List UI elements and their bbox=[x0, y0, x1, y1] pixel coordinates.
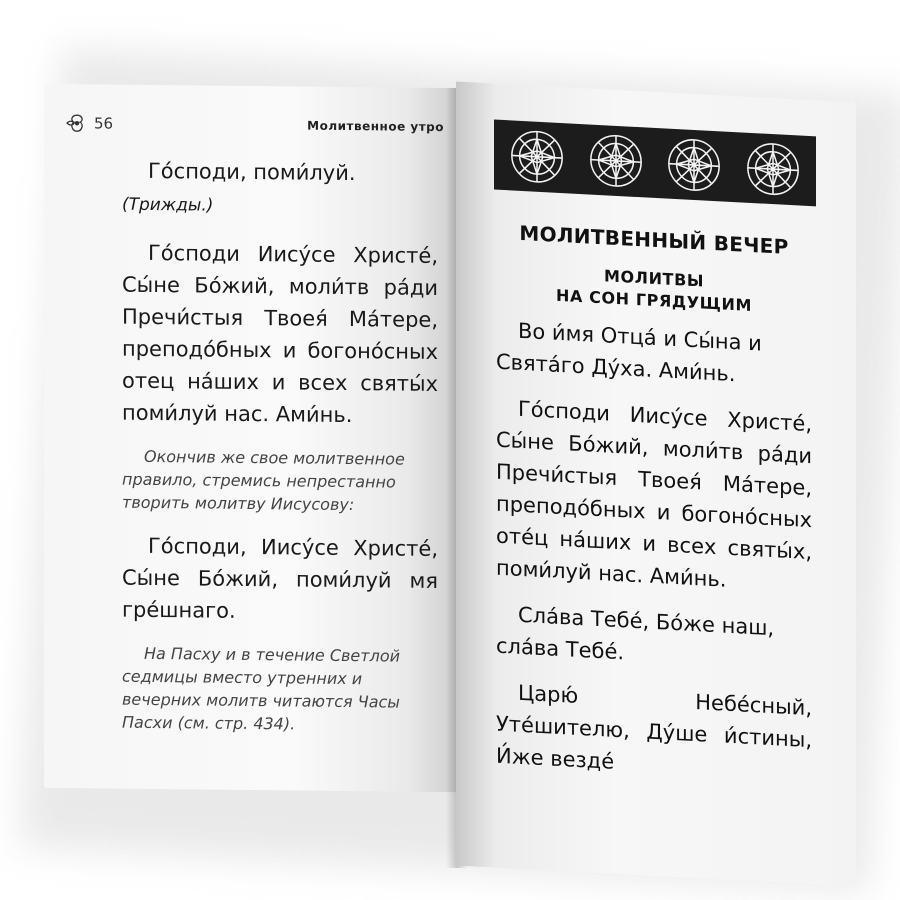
left-page-text bbox=[122, 155, 438, 753]
left-page bbox=[44, 84, 456, 792]
subtitle-line: НА СОН ГРЯДУЩИМ bbox=[556, 285, 752, 316]
page-header bbox=[64, 110, 444, 140]
prayer-paragraph: Сла́ва Тебе́, Бо́же наш, сла́ва Тебе́. bbox=[496, 602, 775, 665]
rosette-icon bbox=[665, 134, 723, 195]
section-subtitle bbox=[496, 260, 812, 321]
page-number: 56 bbox=[94, 114, 114, 133]
subtitle-line: МОЛИТВЫ bbox=[603, 266, 705, 291]
rubric-paragraph: На Пасху и в течение Светлой седмицы вместо утренних и вечерних молитв читаются Часы Пасхи (см. стр. 434). bbox=[122, 643, 401, 734]
prayer-text: Го́споди, поми́луй. bbox=[148, 158, 356, 186]
rosette-icon bbox=[744, 139, 802, 200]
running-title: Молитвенное утро bbox=[307, 118, 444, 135]
prayer-paragraph: Го́споди Иису́се Христе́, Сы́не Бо́жий, моли́тв ра́ди Пречи́стыя Твоея́ Ма́тере, преподо́бных и богоно́сных оте́ц на́ших и всех святы́х, поми́луй нас. Ами́нь. bbox=[496, 396, 812, 592]
rosette-icon bbox=[508, 126, 566, 187]
prayer-paragraph: Во и́мя Отца́ и Сы́на и Свята́го Ду́ха. Ами́нь. bbox=[496, 318, 762, 387]
ornamental-frieze bbox=[494, 120, 816, 207]
right-page bbox=[456, 82, 856, 887]
right-page-text bbox=[496, 220, 812, 803]
fleuron-icon bbox=[64, 112, 90, 134]
prayer-paragraph: Го́споди Иису́се Христе́, Сы́не Бо́жий, моли́тв ра́ди Пречи́стыя Твоея́ Ма́тере, преподо́бных и богоно́сных отец на́ших и всех святы́х поми́луй нас. Ами́нь. bbox=[122, 240, 438, 428]
prayer-paragraph: Царю́ Небе́сный, Уте́шителю, Ду́ше и́стины, И́же везде́ bbox=[496, 680, 812, 774]
prayer-paragraph: Го́споди, Иису́се Христе́, Сы́не Бо́жий, поми́луй мя гре́шнаго. bbox=[122, 533, 438, 623]
rosette-icon bbox=[587, 130, 645, 191]
rubric-paragraph: Окончив же свое молитвенное правило, стремись непрестанно творить молитву Иисусову: bbox=[122, 446, 405, 515]
rubric-note: (Трижды.) bbox=[122, 194, 214, 216]
prayer-paragraph bbox=[122, 155, 438, 224]
section-title: МОЛИТВЕННЫЙ ВЕЧЕР bbox=[519, 220, 789, 259]
